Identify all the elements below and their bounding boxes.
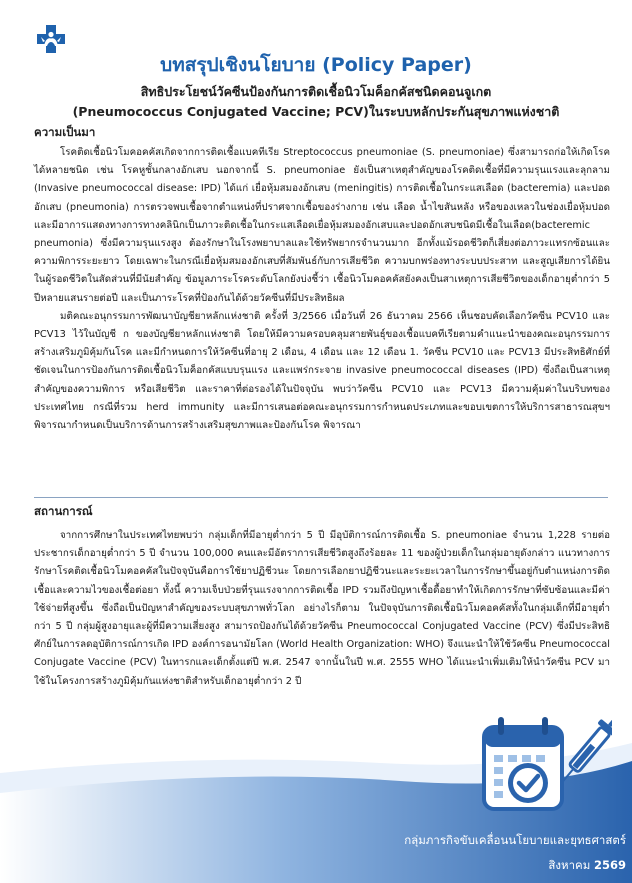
situation-heading: สถานการณ์ [34,504,93,518]
footer-unit: กลุ่มภารกิจขับเคลื่อนนโยบายและยุทธศาสตร์ [404,833,626,847]
footer-date [548,857,626,875]
page-title: บทสรุปเชิงนโยบาย (Policy Paper) [160,54,472,76]
subtitle [30,82,602,122]
section-divider [34,497,608,498]
background-paragraph-1: โรคติดเชื้อนิวโมคอคคัสเกิดจากการติดเชื้อแบคทีเรีย Streptococcus pneumoniae (S. pneumoniae) ซึ่งสามารถก่อให้เกิดโรคได้หลายชนิด เช่น โรคหูชั้นกลางอักเสบ นอกจากนี้ S. pneumoniae ยังเป็นสาเหตุสำคัญของโรคติดเชื้อที่มีความรุนแรงและลุกลาม (Invasive pneumococcal disease: IPD) ได้แก่ เยื่อหุ้มสมองอักเสบ (meningitis) การติดเชื้อในกระแสเลือด (bacteremia) และปอดอักเสบ (pneumonia) การตรวจพบเชื้อจากตำแหน่งที่ปราศจากเชื้อของร่างกาย เช่น เลือด น้ำไขสันหลัง หรือของเหลวในช่องเยื่อหุ้มปอดและมีอาการแสดงทางการทางคลินิกเป็นภาวะติดเชื้อในกระแสเลือดเยื่อหุ้มสมองอักเสบและปอดอักเสบชนิดมีเชื้อในเลือด(bacteremic pneumonia) ซึ่งมีความรุนแรงสูง ต้องรักษาในโรงพยาบาลและใช้ทรัพยากรจำนวนมาก อีกทั้งแม้รอดชีวิตก็เสี่ยงต่อภาวะแทรกซ้อนและความพิการระยะยาว โดยเฉพาะในกรณีเยื่อหุ้มสมองอักเสบที่สัมพันธ์กับการเสียชีวิต ความบกพร่องทางระบบประสาท และสูญเสียการได้ยินในผู้รอดชีวิตในสัดส่วนที่มีนัยสำคัญ ข้อมูลภาระโรคระดับโลกยังบ่งชี้ว่า เชื้อนิวโมคอคคัสยังคงเป็นสาเหตุการเสียชีวิตของเด็กอายุต่ำกว่า 5 ปีหลายแสนรายต่อปี และเป็นภาระโรคที่ป้องกันได้ด้วยวัคซีนที่มีประสิทธิผล [34,147,610,304]
footer-date-month: สิงหาคม [548,858,591,872]
subtitle-line-1: สิทธิประโยชน์วัคซีนป้องกันการติดเชื้อนิวโมค็อกคัสชนิดคอนจูเกต [140,84,492,99]
checkmark-icon [508,763,548,803]
situation-paragraph-1: จากการศึกษาในประเทศไทยพบว่า กลุ่มเด็กที่มีอายุต่ำกว่า 5 ปี มีอุบัติการณ์การติดเชื้อ S. pneumoniae จำนวน 1,228 รายต่อประชากรเด็กอายุต่ำกว่า 5 ปี จำนวน 100,000 คนและมีอัตราการเสียชีวิตสูงถึงร้อยละ 11 ของผู้ป่วยเด็กในกลุ่มอายุดังกล่าว แนวทางการรักษาโรคติดเชื้อนิวโมคอคคัสในปัจจุบันคือการใช้ยาปฏิชีวนะ โดยการเลือกยาปฏิชีวนะและระยะเวลาในการรักษาขึ้นอยู่กับตำแหน่งการติดเชื้อและความไวของเชื้อต่อยา ทั้งนี้ ความเจ็บป่วยที่รุนแรงจากการติดเชื้อ IPD รวมถึงปัญหาเชื้อดื้อยาทำให้เกิดการรักษาที่ซับซ้อนและมีค่าใช้จ่ายที่สูงขึ้น ซึ่งถือเป็นปัญหาสำคัญของระบบสุขภาพทั่วโลก อย่างไรก็ตาม ในปัจจุบันการติดเชื้อนิวโมคอคคัสทั้งในกลุ่มเด็กที่มีอายุต่ำกว่า 5 ปี กลุ่มผู้สูงอายุและผู้ที่มีความเสี่ยงสูง สามารถป้องกันได้ด้วยวัคซีน Pneumococcal Conjugated Vaccine (PCV) ซึ่งมีประสิทธิศักย์ในการลดอุบัติการณ์การเกิด IPD องค์การอนามัยโลก (World Health Organization: WHO) จึงแนะนำให้ใช้วัคซีน Pneumococcal Conjugate Vaccine (PCV) ในทารกและเด็กตั้งแต่ปี พ.ศ. 2547 จากนั้นในปี พ.ศ. 2555 WHO ได้แนะนำเพิ่มเติมให้นำวัคซีน PCV มาใช้ในโครงการสร้างภูมิคุ้มกันแห่งชาติสำหรับเด็กอายุต่ำกว่า 2 ปี [34,530,610,687]
background-section [34,124,610,435]
footer-date-year: 2569 [593,858,626,872]
background-paragraph-2: มติคณะอนุกรรมการพัฒนาบัญชียาหลักแห่งชาติ ครั้งที่ 3/2566 เมื่อวันที่ 26 ธันวาคม 2566 เห็นชอบคัดเลือกวัคซีน PCV10 และ PCV13 ไว้ในบัญชี ก ของบัญชียาหลักแห่งชาติ โดยให้มีความครอบคลุมสายพันธุ์ของเชื้อแบคทีเรียตามคำแนะนำของคณะอนุกรรมการสร้างเสริมภูมิคุ้มกันโรค และมีกำหนดการให้วัคซีนที่อายุ 2 เดือน, 4 เดือน และ 12 เดือน 1. วัคซีน PCV10 และ PCV13 มีประสิทธิศักย์ที่ชัดเจนในการป้องกันการติดเชื้อนิวโมค็อกคัสแบบรุนแรง และแพร่กระจาย invasive pneumococcal diseases (IPD) ซึ่งถือเป็นสาเหตุสำคัญของความพิการ หรือเสียชีวิต และราคาที่ต่อรองได้ในปัจจุบัน พบว่าวัคซีน PCV10 และ PCV13 มีความคุ้มค่าในบริบทของประเทศไทย กรณีที่รวม herd immunity และมีการเสนอต่อคณะอนุกรรมการกำหนดประเภทและขอบเขตการให้บริการสาธารณสุขฯ พิจารณากำหนดเป็นบริการด้านการสร้างเสริมสุขภาพและป้องกันโรค พิจารณา [34,310,610,432]
vaccine-calendar-illustration [462,705,612,825]
situation-section [34,503,610,691]
subtitle-line-2: (Pneumococcus Conjugated Vaccine; PCV)ในระบบหลักประกันสุขภาพแห่งชาติ [72,104,560,119]
background-heading: ความเป็นมา [34,125,96,139]
